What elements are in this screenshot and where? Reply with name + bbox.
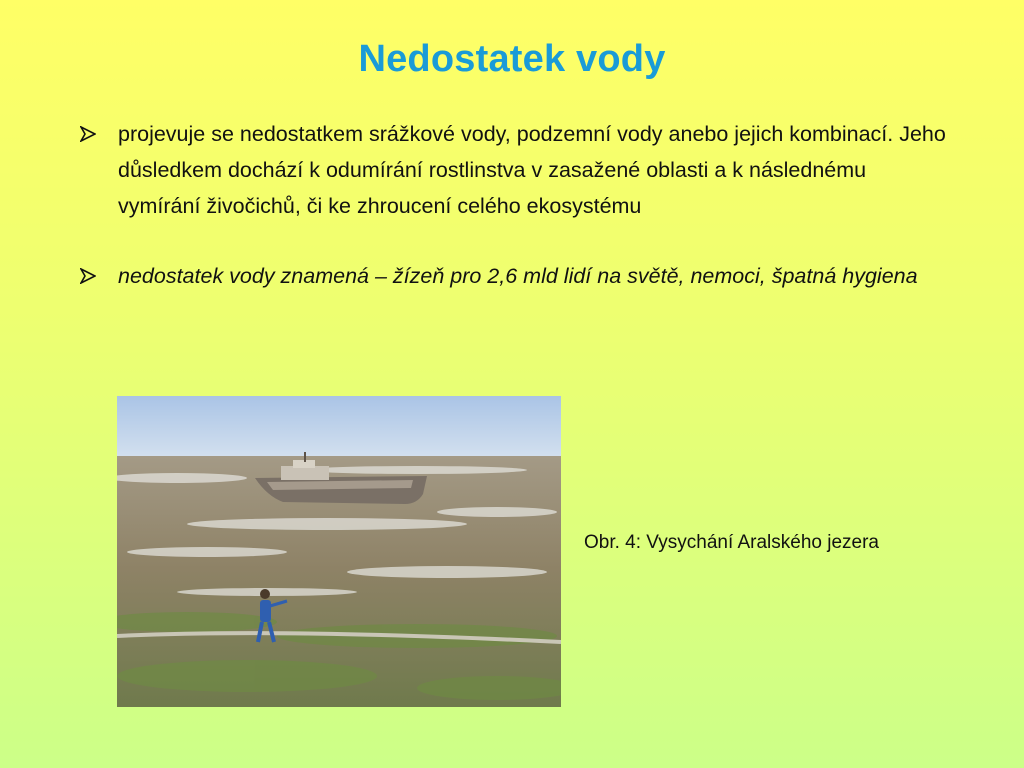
figure-caption: Obr. 4: Vysychání Aralského jezera: [584, 532, 880, 553]
bullet-text: projevuje se nedostatkem srážkové vody, podzemní vody anebo jejich kombinací. Jeho důsledkem dochází k odumírání rostlinstva v zasažené oblasti a k následnému vymírání živočichů, či ke zhroucení celého ekosystému: [118, 122, 946, 218]
bullet-item: [78, 258, 948, 294]
bullet-list: [78, 116, 948, 328]
aral-sea-photo: [117, 396, 561, 707]
slide-title: Nedostatek vody: [358, 38, 666, 80]
bullet-item: [78, 116, 948, 224]
bullet-text: nedostatek vody znamená – žízeň pro 2,6 mld lidí na světě, nemoci, špatná hygiena: [118, 264, 918, 288]
sky: [117, 396, 561, 462]
arrow-bullet-icon: [80, 268, 96, 284]
arrow-bullet-icon: [80, 126, 96, 142]
